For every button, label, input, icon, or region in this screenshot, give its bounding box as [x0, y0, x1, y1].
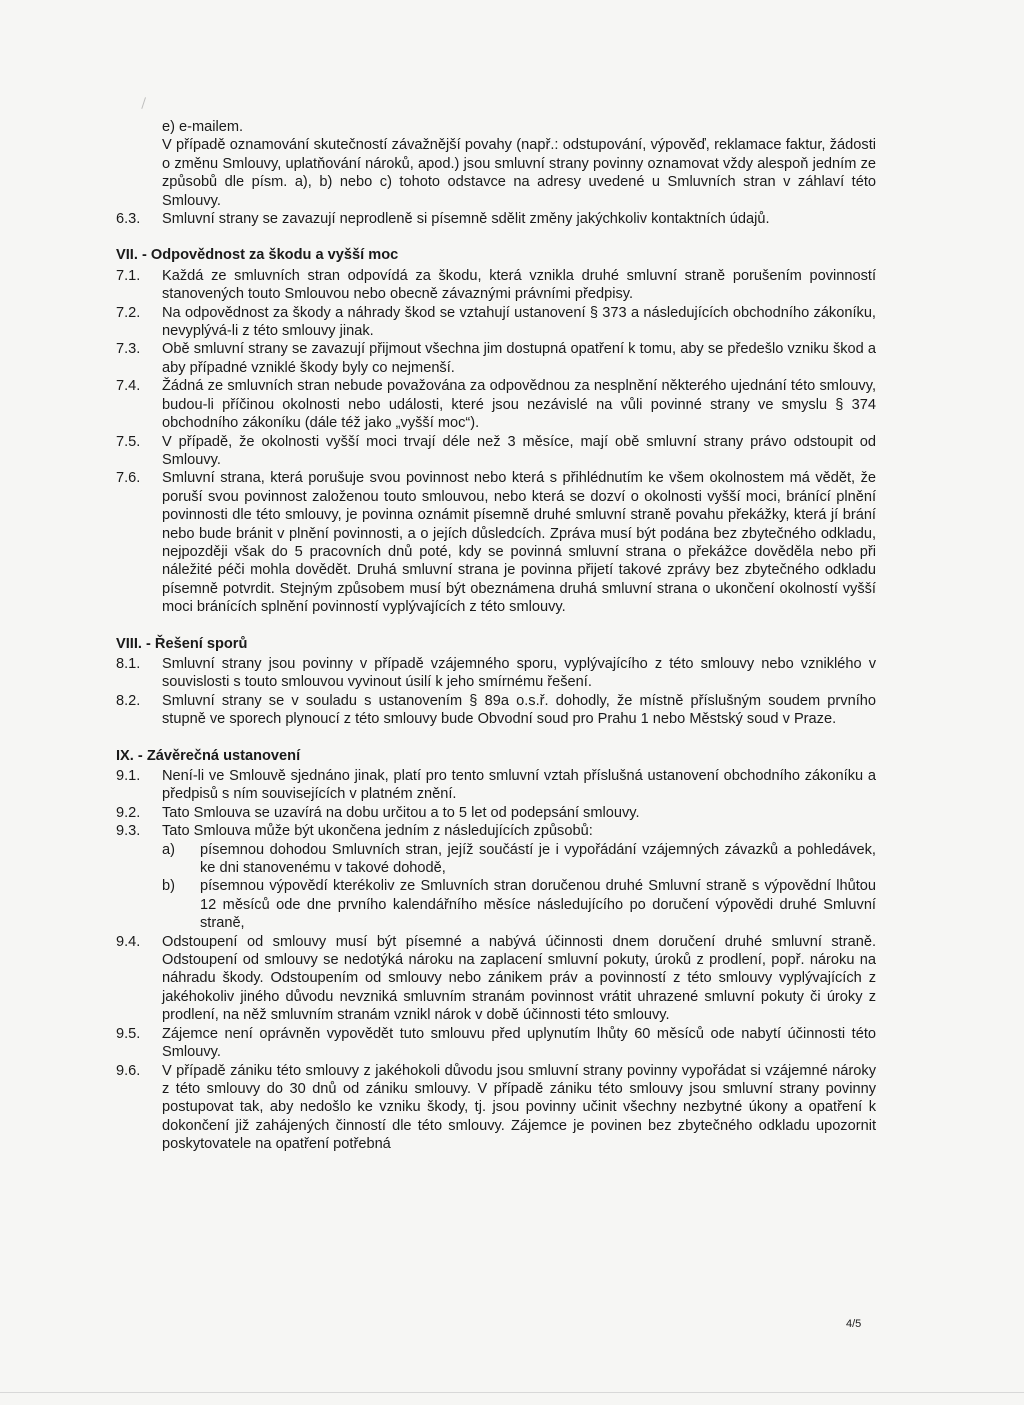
clause-9-3-a — [116, 841, 876, 878]
clause-number: 8.2. — [116, 692, 141, 709]
clause-text: Smluvní strany se zavazují neprodleně si písemně sdělit změny jakýchkoliv kontaktních údajů. — [162, 211, 770, 228]
clause-6-3 — [116, 210, 876, 228]
clause-number: 8.1. — [116, 655, 141, 672]
clause-8-1 — [116, 655, 876, 692]
section-heading-viii — [116, 635, 876, 653]
clause-text: V případě, že okolnosti vyšší moci trvají déle než 3 měsíce, mají obě smluvní strany právo odstoupit od Smlouvy. — [162, 433, 876, 468]
clause-text: Smluvní strany jsou povinny v případě vzájemného sporu, vyplývajícího z této smlouvy nebo vzniklého v souvislosti s touto smlouvou vyvinout úsilí k jeho smírnému řešení. — [162, 655, 876, 691]
clause-text: Každá ze smluvních stran odpovídá za škodu, která vznikla druhé smluvní straně porušením povinností stanovených touto Smlouvou nebo obecně závaznými právními předpisy. — [162, 267, 876, 303]
clause-text: Zájemce není oprávněn vypovědět tuto smlouvu před uplynutím lhůty 60 měsíců ode nabytí účinnosti této Smlouvy. — [162, 1025, 876, 1061]
clause-9-3 — [116, 822, 876, 840]
clause-number: 7.4. — [116, 378, 141, 395]
page-number: 4/5 — [846, 1318, 862, 1330]
notice-paragraph: V případě oznamování skutečností závažnější povahy (např.: odstupování, výpověď, reklamace faktur, žádosti o změnu Smlouvy, uplatňování nároků, apod.) jsou smluvní strany povinny oznamovat vždy alespoň jedním ze způsobů dle písm. a), b) nebo c) tohoto odstavce na adresy uvedené u Smluvních stran v záhlaví této Smlouvy. — [162, 137, 876, 209]
scan-edge-line — [0, 1392, 1024, 1393]
clause-9-2 — [116, 804, 876, 822]
clause-number: 7.5. — [116, 433, 141, 450]
clause-9-1 — [116, 767, 876, 804]
clause-7-6 — [116, 469, 876, 616]
clause-number: 6.3. — [116, 211, 141, 228]
clause-9-4 — [116, 933, 876, 1025]
clause-text: Smluvní strany se v souladu s ustanovením § 89a o.s.ř. dohodly, že místně příslušným soudem prvního stupně ve sporech plynoucí z této smlouvy bude Obvodní soud pro Prahu 1 nebo Městský soud v Praze. — [162, 692, 876, 728]
clause-text: Tato Smlouva může být ukončena jedním z následujících způsobů: — [162, 823, 593, 840]
clause-9-3-b — [116, 877, 876, 932]
document-body — [116, 118, 876, 1154]
clause-number: 7.6. — [116, 470, 141, 487]
clause-number: 9.6. — [116, 1062, 141, 1079]
clause-number: 7.1. — [116, 267, 141, 284]
section-heading-vii — [116, 246, 876, 264]
clause-text: Tato Smlouva se uzavírá na dobu určitou a to 5 let od podepsání smlouvy. — [162, 804, 640, 821]
section-number: IX. — [116, 747, 134, 764]
clause-text: Obě smluvní strany se zavazují přijmout všechna jim dostupná opatření k tomu, aby se předešlo vzniku škod a aby případné vzniklé škody byly co nejmenší. — [162, 341, 876, 376]
clause-text: V případě zániku této smlouvy z jakéhokoli důvodu jsou smluvní strany povinny vypořádat si vzájemné nároky z této smlouvy do 30 dnů od zániku smlouvy. V případě zániku této smlouvy jsou smluvní strany povinny postupovat tak, aby nedošlo ke vzniku škody, tj. jsou povinny učinit všechny nezbytné úkony a opatření k dokončení již zahájených činností dle této smlouvy. Zájemce je povinen bez zbytečného odkladu upozornit poskytovatele na opatření potřebná — [162, 1062, 876, 1153]
clause-text: Na odpovědnost za škody a náhrady škod se vztahují ustanovení § 373 a následujících obchodního zákoníku, nevyplývá-li z této smlouvy jinak. — [162, 304, 876, 340]
clause-8-2 — [116, 692, 876, 729]
clause-7-2 — [116, 304, 876, 341]
clause-7-3 — [116, 340, 876, 377]
scan-mark — [141, 97, 151, 111]
section-number: VIII. — [116, 635, 142, 652]
sub-letter: a) — [162, 841, 175, 858]
clause-number: 9.3. — [116, 823, 141, 840]
sub-text: písemnou výpovědí kterékoliv ze Smluvních stran doručenou druhé Smluvní straně s výpovědní lhůtou 12 měsíců ode dne prvního kalendářního měsíce následujícího po doručení výpovědi druhé Smluvní straně, — [200, 878, 876, 932]
clause-number: 9.4. — [116, 933, 141, 950]
clause-7-5 — [116, 433, 876, 470]
clause-text: Smluvní strana, která porušuje svou povinnost nebo která s přihlédnutím ke všem okolnostem má vědět, že poruší svou povinnost založenou touto smlouvou, nebo která se dozví o okolnosti vyšší moci, bránící plnění povinnosti dle této smlouvy, je povinna oznámit písemně druhé smluvní straně povahu překážky, která jí brání nebo bude bránit v plnění povinnosti, a o jejích důsledcích. Zpráva musí být podána bez zbytečného odkladu, nejpozději však do 5 pracovních dnů poté, kdy se povinná smluvní strana o překážce dověděla nebo při náležité péči mohla dovědět. Druhá smluvní strana je povinna přijetí takové zprávy bez zbytečného odkladu písemně potvrdit. Stejným způsobem musí být obeznámena druhá smluvní strana o ukončení okolností vyšší moci bránících splnění povinností vyplývajících z této smlouvy. — [162, 470, 876, 616]
clause-number: 7.3. — [116, 341, 141, 358]
clause-9-6 — [116, 1062, 876, 1154]
clause-text: Žádná ze smluvních stran nebude považována za odpovědnou za nesplnění některého ujednání této smlouvy, budou-li příčinou okolnosti nebo události, které jsou nezávislé na vůli povinné strany ve smyslu § 374 obchodního zákoníku (dále též jako „vyšší moc“). — [162, 378, 876, 432]
section-title: - Odpovědnost za škodu a vyšší moc — [141, 247, 399, 264]
section-title: - Řešení sporů — [146, 635, 248, 652]
section-title: - Závěrečná ustanovení — [137, 747, 301, 764]
clause-7-4 — [116, 377, 876, 432]
clause-number: 9.1. — [116, 768, 141, 784]
clause-number: 9.5. — [116, 1025, 141, 1042]
clause-number: 9.2. — [116, 804, 141, 821]
section-heading-ix — [116, 747, 876, 765]
clause-text: Odstoupení od smlouvy musí být písemné a nabývá účinnosti dnem doručení druhé smluvní straně. Odstoupení od smlouvy se nedotýká nároku na zaplacení smluvní pokuty, úroků z prodlení, popř. nároku na náhradu škody. Odstoupením od smlouvy nebo zánikem práv a povinností z této smlouvy vyplývajících z jakéhokoliv jiného důvodu nevzniká smluvním stranám povinnost vrátit uhrazené smluvní pokuty či úroky z prodlení, na něž smluvním stranám vznikl nárok v době účinnosti této smlouvy. — [162, 933, 876, 1024]
section-number: VII. — [116, 247, 138, 264]
sub-text: písemnou dohodou Smluvních stran, jejíž součástí je i vypořádání vzájemných závazků a pohledávek, ke dni stanovenému v takové dohodě, — [200, 841, 876, 877]
clause-9-5 — [116, 1025, 876, 1062]
clause-7-1 — [116, 267, 876, 304]
sub-letter: b) — [162, 878, 175, 895]
clause-number: 7.2. — [116, 304, 141, 321]
item-e: e) e-mailem. — [162, 119, 244, 135]
clause-text: Není-li ve Smlouvě sjednáno jinak, platí pro tento smluvní vztah příslušná ustanovení obchodního zákoníku a předpisů s ním souvisejících v platném znění. — [162, 768, 876, 803]
